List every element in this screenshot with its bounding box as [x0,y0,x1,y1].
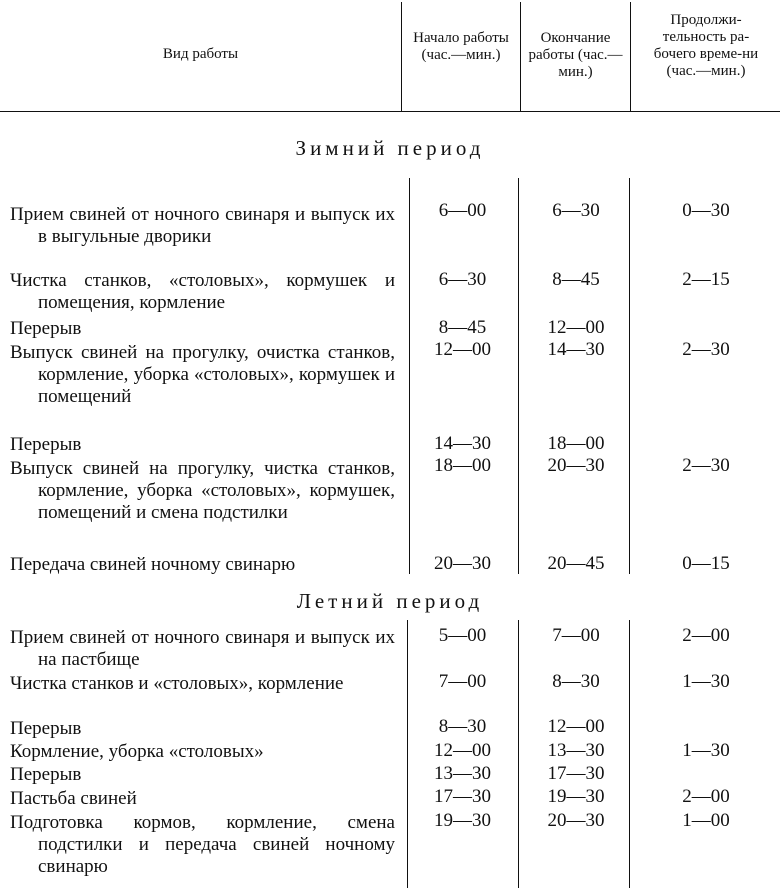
summer-row-5-start: 13—30 [434,763,491,784]
winter-row-7-start: 20—30 [434,553,491,574]
winter-row-1-end: 6—30 [552,200,600,221]
summer-row-7-start: 19—30 [434,810,491,831]
header-work-type: Вид работы [162,46,239,62]
summer-row-2-end: 8—30 [552,671,600,692]
header-duration: Продолжи-тельность ра-бочего време-ни (час.—мин.) [653,12,759,79]
summer-row-1-duration: 2—00 [682,625,730,646]
summer-row-2-start: 7—00 [438,671,487,692]
winter-period-title: Зимний период [295,136,485,160]
winter-row-1-work: Прием свиней от ночного свинаря и выпуск их в выгульные дворики [10,204,395,247]
summer-row-4-start: 12—00 [434,740,491,761]
header-divider-1 [401,2,402,111]
summer-row-3-start: 8—30 [438,716,487,737]
winter-row-6-duration: 2—30 [682,455,730,476]
summer-row-6-end: 19—30 [547,786,605,807]
summer-row-2-work: Чистка станков и «столовых», кормление [10,673,344,694]
winter-row-1-start: 6—00 [438,200,487,221]
summer-row-4-work: Кормление, уборка «столовых» [10,741,264,762]
summer-row-4-end: 13—30 [547,740,605,761]
summer-row-2-duration: 1—30 [682,671,730,692]
winter-row-4-start: 12—00 [434,339,491,360]
winter-row-4-duration: 2—30 [682,339,730,360]
winter-divider-3 [629,178,630,574]
winter-row-2-end: 8—45 [552,269,600,290]
winter-row-6-work: Выпуск свиней на прогулку, чистка станков, кормление, уборка «столовых», кормушек, помещений и смена подстилки [10,458,395,523]
winter-row-6-start: 18—00 [434,455,491,476]
winter-row-4-work: Выпуск свиней на прогулку, очистка станков, кормление, уборка «столовых», кормушек и помещений [10,342,395,407]
summer-row-7-duration: 1—00 [682,810,730,831]
header-start: Начало работы (час.—мин.) [413,30,509,63]
winter-row-5-end: 18—00 [547,433,605,454]
summer-row-6-duration: 2—00 [682,786,730,807]
winter-row-4-end: 14—30 [547,339,605,360]
summer-row-1-work: Прием свиней от ночного свинаря и выпуск их на пастбище [10,627,395,670]
summer-period-title: Летний период [296,589,484,613]
header-end: Окончание работы (час.—мин.) [528,30,623,80]
summer-row-4-duration: 1—30 [682,740,730,761]
winter-row-7-duration: 0—15 [682,553,730,574]
summer-row-7-end: 20—30 [547,810,605,831]
winter-divider-2 [518,178,519,574]
summer-row-5-end: 17—30 [547,763,605,784]
winter-row-3-work: Перерыв [10,318,82,339]
summer-row-3-work: Перерыв [10,718,82,739]
header-bottom-rule [0,111,780,112]
winter-row-3-start: 8—45 [438,317,487,338]
winter-row-5-work: Перерыв [10,434,82,455]
summer-row-7-work: Подготовка кормов, кормление, смена подстилки и передача свиней ночному свинарю [10,812,395,877]
winter-row-2-start: 6—30 [438,269,487,290]
header-divider-2 [520,2,521,111]
summer-row-6-work: Пастьба свиней [10,788,137,809]
winter-divider-1 [409,178,410,574]
winter-row-7-work: Передача свиней ночному свинарю [10,554,296,575]
winter-row-7-end: 20—45 [547,553,605,574]
winter-row-1-duration: 0—30 [682,200,730,221]
summer-row-5-work: Перерыв [10,764,82,785]
winter-row-3-end: 12—00 [547,317,605,338]
winter-row-2-work: Чистка станков, «столовых», кормушек и помещения, кормление [10,270,395,313]
summer-row-1-start: 5—00 [438,625,487,646]
summer-row-3-end: 12—00 [547,716,605,737]
winter-row-6-end: 20—30 [547,455,605,476]
summer-row-6-start: 17—30 [434,786,491,807]
summer-row-1-end: 7—00 [552,625,600,646]
header-divider-3 [630,2,631,111]
winter-row-5-start: 14—30 [434,433,491,454]
winter-row-2-duration: 2—15 [682,269,730,290]
